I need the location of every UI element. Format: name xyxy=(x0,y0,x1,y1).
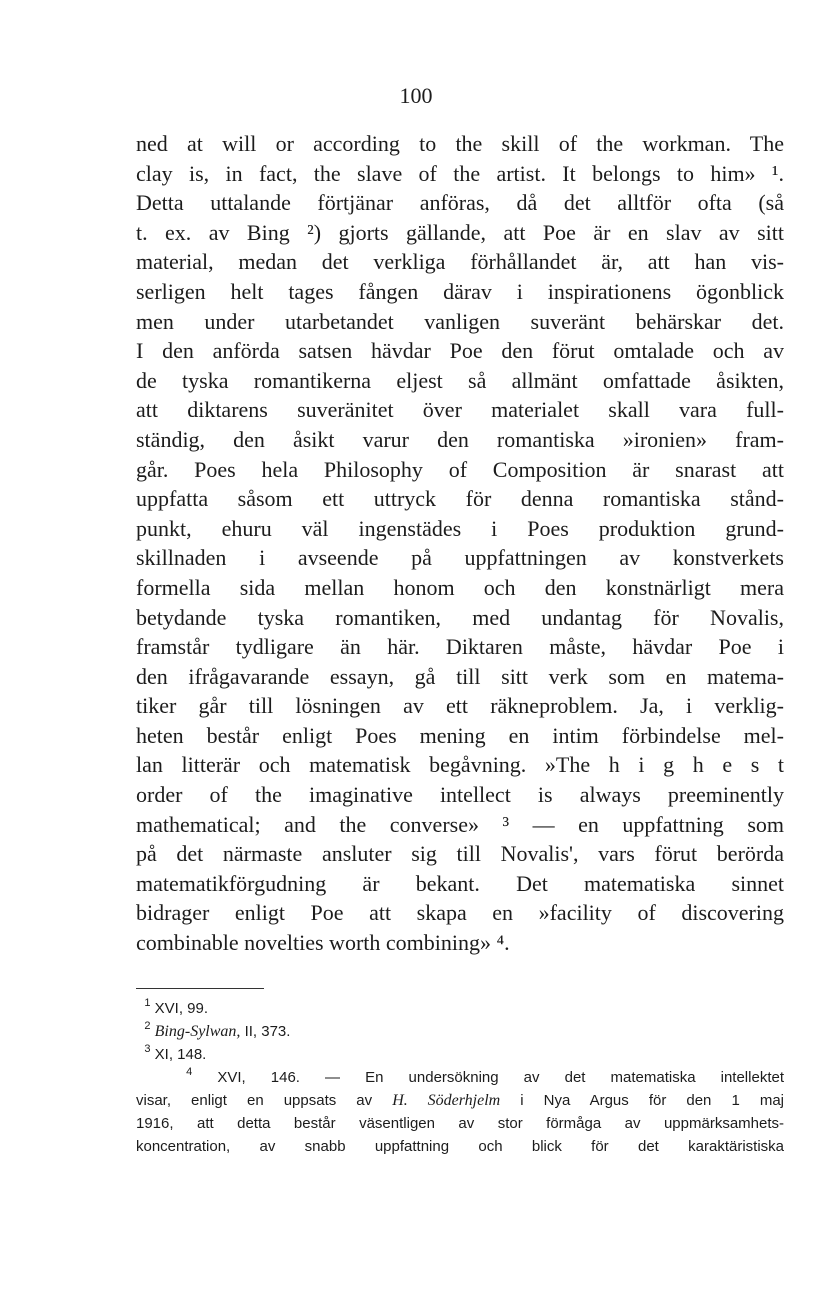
footnote-divider xyxy=(136,988,264,989)
footnote-mark: 4 xyxy=(186,1066,193,1078)
text-line: material, medan det verkliga förhållandet är, att han vis- xyxy=(136,249,784,275)
footnote-2 xyxy=(136,1020,784,1043)
text-line: t. ex. av Bing ²) gjorts gällande, att Poe är en slav av sitt xyxy=(136,219,784,245)
text-line: på det närmaste ansluter sig till Novalis', vars förut berörda xyxy=(136,841,784,867)
text-line: bidrager enligt Poe att skapa en »facility of discovering xyxy=(136,900,784,926)
footnote-text: XVI, 99. xyxy=(154,1000,209,1017)
text-line: men under utarbetandet vanligen suveränt behärskar det. xyxy=(136,308,784,334)
text-line: matematikförgudning är bekant. Det matematiska sinnet xyxy=(136,870,784,896)
footnote-text: XVI, 146. — En undersökning av det matematiska intellektet xyxy=(217,1069,784,1086)
footnote-mark: 1 xyxy=(144,997,151,1009)
footnote-1 xyxy=(136,997,784,1020)
text-line: betydande tyska romantiken, med undantag för Novalis, xyxy=(136,604,784,630)
footnote-4-line: 1916, att detta består väsentligen av stor förmåga av uppmärksamhets- xyxy=(136,1115,784,1132)
footnote-4-line xyxy=(136,1089,784,1112)
footnote-4-line: koncentration, av snabb uppfattning och blick för det karaktäristiska xyxy=(136,1138,784,1155)
text-line: går. Poes hela Philosophy of Composition är snarast att xyxy=(136,456,784,482)
text-line: Detta uttalande förtjänar anföras, då det alltför ofta (så xyxy=(136,190,784,216)
text-line: punkt, ehuru väl ingenstädes i Poes produktion grund- xyxy=(136,515,784,541)
footnote-text: i Nya Argus för den 1 maj xyxy=(520,1092,785,1109)
footnote-mark: 3 xyxy=(144,1043,151,1055)
text-line: den ifrågavarande essayn, gå till sitt verk som en matema- xyxy=(136,663,784,689)
text-line: ned at will or according to the skill of the workman. The xyxy=(136,131,784,156)
text-line: heten består enligt Poes mening en intim förbindelse mel- xyxy=(136,722,784,748)
text-line: att diktarens suveränitet över materialet skall vara full- xyxy=(136,397,784,423)
text-line: mathematical; and the converse» ³ — en uppfattning som xyxy=(136,811,784,837)
text-line: ständig, den åsikt varur den romantiska »ironien» fram- xyxy=(136,426,784,452)
text-line: clay is, in fact, the slave of the artist. It belongs to him» ¹. xyxy=(136,160,784,186)
text-line: serligen helt tages fången därav i inspirationens ögonblick xyxy=(136,278,784,304)
footnote-3 xyxy=(136,1043,784,1066)
text-line: uppfatta såsom ett uttryck för denna romantiska stånd- xyxy=(136,486,784,512)
footnotes xyxy=(136,997,784,1158)
body-text xyxy=(136,129,784,958)
text-line: order of the imaginative intellect is always preeminently xyxy=(136,782,784,808)
text-line: de tyska romantikerna eljest så allmänt omfattade åsikten, xyxy=(136,367,784,393)
text-line: lan litterär och matematisk begåvning. »The h i g h e s t xyxy=(136,752,784,778)
footnote-mark: 2 xyxy=(144,1020,151,1032)
footnote-author: H. Söderhjelm xyxy=(392,1092,501,1109)
footnote-text: visar, enligt en uppsats av xyxy=(136,1092,373,1109)
page-number: 100 xyxy=(399,83,433,108)
text-line: skillnaden i avseende på uppfattningen av konstverkets xyxy=(136,545,784,571)
text-line: formella sida mellan honom och den konstnärligt mera xyxy=(136,574,784,600)
text-line: tiker går till lösningen av ett räkneproblem. Ja, i verklig- xyxy=(136,693,784,719)
footnote-author: Bing-Sylwan, xyxy=(154,1023,241,1040)
footnote-text: XI, 148. xyxy=(154,1046,207,1063)
text-line: I den anförda satsen hävdar Poe den förut omtalade och av xyxy=(136,338,784,364)
text-line: framstår tydligare än här. Diktaren måste, hävdar Poe i xyxy=(136,634,784,660)
footnote-4 xyxy=(136,1066,784,1089)
footnote-text: II, 373. xyxy=(244,1023,291,1040)
text-line: combinable novelties worth combining» ⁴. xyxy=(136,930,510,956)
